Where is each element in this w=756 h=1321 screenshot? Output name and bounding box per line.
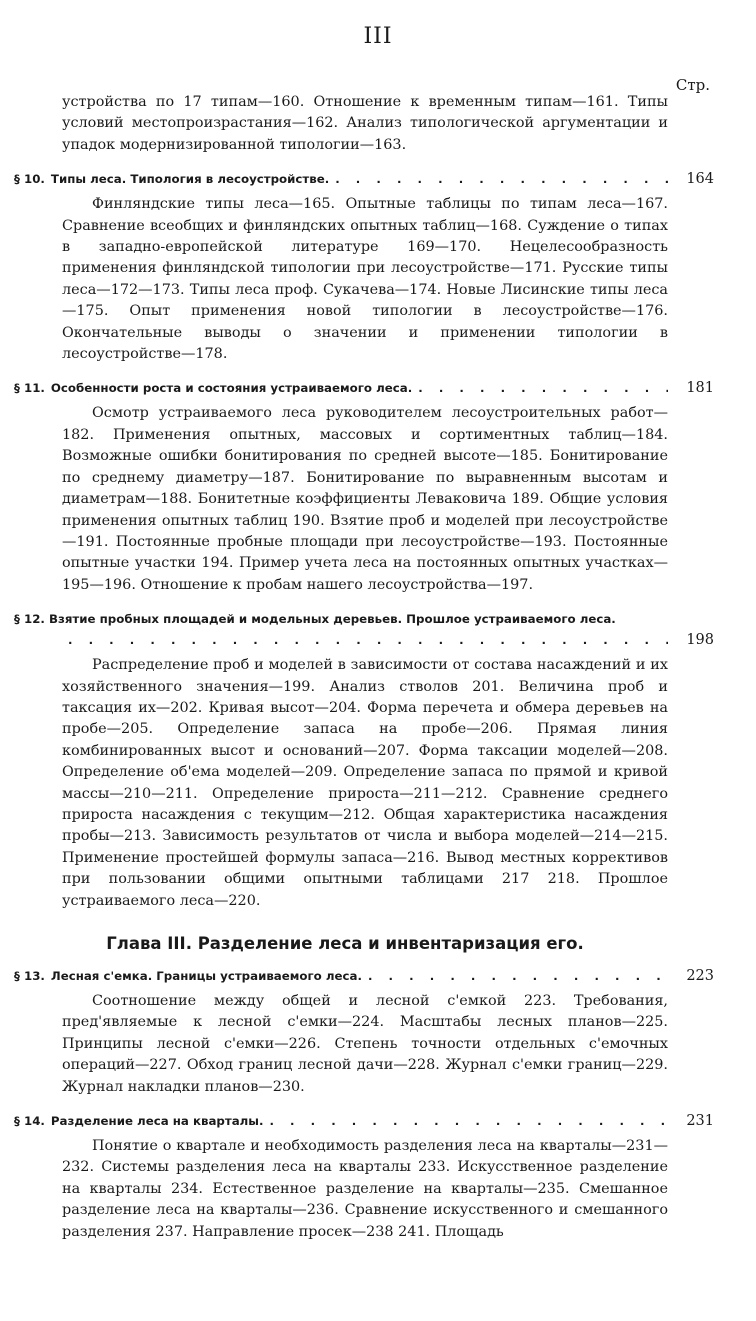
section-page: 181 <box>686 380 714 397</box>
section-heading <box>14 1111 714 1132</box>
section-heading <box>14 169 714 190</box>
section-title: Лесная с'емка. Границы устраиваемого леса. <box>50 969 362 983</box>
section-title: Разделение леса на кварталы. <box>50 1114 264 1129</box>
section-title: Особенности роста и состояния устраиваемого леса. <box>50 381 413 396</box>
section-number: § 12. <box>14 612 45 627</box>
section-body-text: Соотношение между общей и лесной с'емкой 223. Требования, пред'являемые к лесной с'емки—224. Масштабы лесных планов—225. Принципы лесной с'емки—226. Степень точности отдельных с'емочных операций—227. Обход границ лесной дачи—228. Журнал с'емки границ—229. Журнал накладки планов—230. <box>62 993 668 1095</box>
section-number: § 10. <box>14 172 45 187</box>
toc-section-13 <box>14 966 714 1098</box>
leader-dots <box>368 966 668 987</box>
section-heading <box>14 966 714 987</box>
section-page: 223 <box>686 968 714 984</box>
leader-dots <box>418 378 668 399</box>
section-title: Взятие пробных площадей и модельных деревьев. Прошлое устраиваемого леса. <box>49 612 616 627</box>
toc-section-14 <box>14 1111 714 1243</box>
intro-paragraph: устройства по 17 типам—160. Отношение к временным типам—161. Типы условий местопроизрастания—162. Анализ типологической аргументации и упадок модернизированной типологии—163. <box>62 94 668 153</box>
section-number: § 14. <box>14 1114 45 1129</box>
section-body-text: Распределение проб и моделей в зависимости от состава насаждений и их хозяйственного значения—199. Анализ стволов 201. Величина проб и таксация их—202. Кривая высот—204. Форма перечета и обмера деревьев на пробе—205. Определение запаса на пробе—206. Прямая линия комбинированных высот и оснований—207. Форма таксации моделей—208. Определение об'ема моделей—209. Определение запаса по прямой и кривой массы—210—211. Определение прироста—211—212. Сравнение среднего прироста насаждения с текущим—212. Общая характеристика насаждения пробы—213. Зависимость результатов от числа и выбора моделей—214—215. Применение простейшей формулы запаса—216. Вывод местных коррективов при пользовании общими опытными таблицами 217 218. Прошлое устраиваемого леса—220. <box>62 657 668 909</box>
section-body <box>62 403 668 596</box>
section-page: 231 <box>686 1113 714 1130</box>
section-heading <box>14 378 714 399</box>
leader-dots <box>335 169 668 190</box>
section-body-text: Понятие о квартале и необходимость разделения леса на кварталы—231—232. Системы разделения леса на кварталы 233. Искусственное разделение на кварталы 234. Естественное разделение на кварталы—235. Смешанное разделение леса на кварталы—236. Сравнение искусственного и смешанного разделения 237. Направление просек—238 241. Площадь <box>62 1138 668 1240</box>
table-of-contents <box>14 92 714 1243</box>
section-body <box>62 991 668 1098</box>
section-body <box>62 1136 668 1243</box>
section-page: 164 <box>686 171 714 188</box>
section-body <box>62 194 668 365</box>
section-title: Типы леса. Типология в лесоустройстве. <box>50 172 330 187</box>
chapter-title: Глава III. Разделение леса и инвентаризация его. <box>106 934 584 953</box>
page-column-label: Стр. <box>675 76 710 94</box>
section-body-text: Финляндские типы леса—165. Опытные таблицы по типам леса—167. Сравнение всеобщих и финляндских опытных таблиц—168. Суждение о типах в западно-европейской литературе 169—170. Нецелесообразность применения финляндской типологии при лесоустройстве—171. Русские типы леса—172—173. Типы леса проф. Сукачева—174. Новые Лисинские типы леса—175. Опыт применения новой типологии в лесоустройстве—176. Окончательные выводы о значении и применении типологии в лесоустройстве—178. <box>62 196 668 363</box>
leader-dots <box>269 1111 668 1132</box>
section-number: § 11. <box>14 381 45 396</box>
section-number: § 13. <box>14 969 45 983</box>
page-number: III <box>363 24 393 49</box>
toc-section-10 <box>14 169 714 365</box>
toc-section-12 <box>14 609 714 912</box>
toc-section-11 <box>14 378 714 596</box>
section-page: 198 <box>686 632 714 649</box>
section-body-text: Осмотр устраиваемого леса руководителем лесоустроительных работ—182. Применения опытных, массовых и сортиментных таблиц—184. Возможные ошибки бонитирования по средней высоте—185. Бонитирование по среднему диаметру—187. Бонитирование по выравненным высотам и диаметрам—188. Бонитетные коэффициенты Леваковича 189. Общие условия применения опытных таблиц 190. Взятие проб и моделей при лесоустройстве—191. Постоянные пробные площади при лесоустройстве—193. Постоянные опытные участки 194. Пример учета леса на постоянных опытных участках—195—196. Отношение к пробам нашего лесоустройства—197. <box>62 405 668 593</box>
section-body <box>62 655 668 912</box>
section-heading <box>14 609 714 651</box>
leader-dots <box>68 630 668 651</box>
